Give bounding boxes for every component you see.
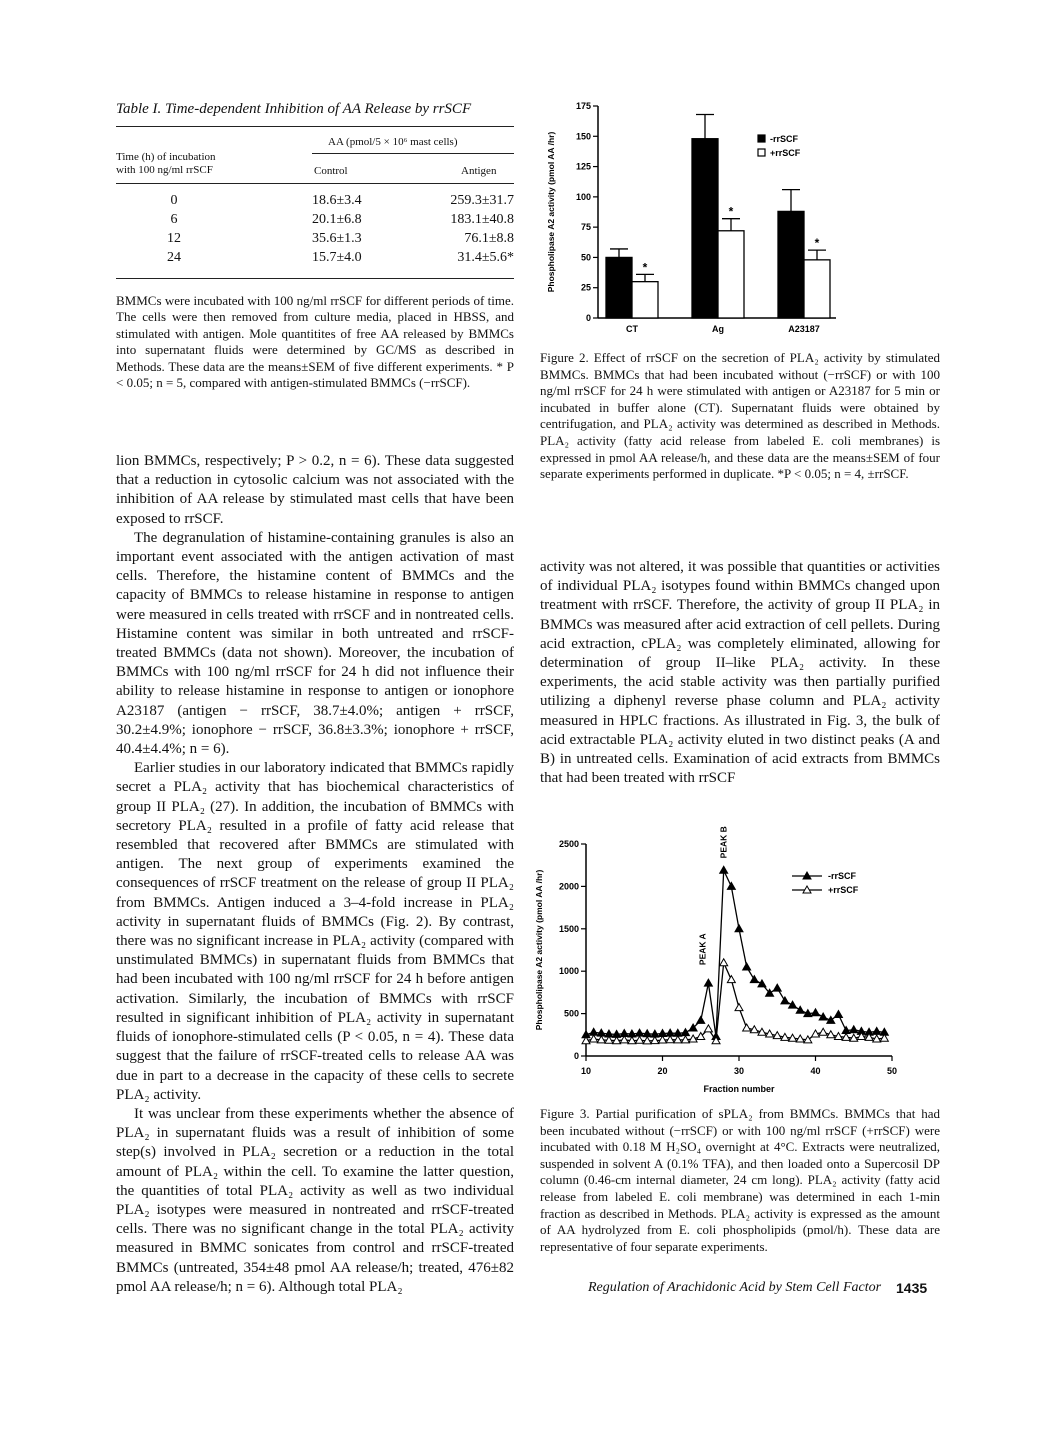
- data-point: [743, 1024, 751, 1031]
- data-point: [720, 959, 728, 966]
- y-axis-label: Phospholipase A2 activity (pmol AA /hr): [534, 869, 544, 1031]
- table-1: [116, 126, 514, 279]
- running-title: Regulation of Arachidonic Acid by Stem Cell Factor: [588, 1280, 882, 1295]
- y-tick-label: 2500: [558, 839, 579, 849]
- table-cell-antigen: 31.4±5.6*: [457, 250, 514, 265]
- table-title: Table I. Time-dependent Inhibition of AA Release by rrSCF: [116, 101, 472, 117]
- data-point: [819, 1028, 827, 1035]
- x-axis-label: Fraction number: [703, 1084, 775, 1094]
- data-point: [727, 976, 735, 983]
- y-tick-label: 1500: [558, 923, 579, 934]
- data-point: [873, 1027, 881, 1034]
- left-column-text: [116, 452, 514, 1297]
- x-tick-label: 50: [886, 1066, 898, 1076]
- significance-mark: *: [642, 260, 648, 275]
- legend-label: +rrSCF: [770, 148, 801, 158]
- figure-3-line-chart: [530, 822, 942, 1098]
- series-line: [586, 963, 884, 1041]
- y-tick-label: 100: [575, 191, 591, 202]
- right-column-text: [540, 558, 940, 788]
- x-tick-label: 20: [657, 1066, 668, 1076]
- figure-3-caption: Figure 3. Partial purification of sPLA₂ from BMMCs. BMMCs that had been incubated without (−rrSCF) or with 100 ng/ml rrSCF (+rrSCF) were incubated with 0.18 M H₂SO₄ overnight at 4°C. Extracts were neutralized, suspended in solvent A (0.1% TFA), and then loaded onto a Supercosil DP column (0.46-cm internal diameter, 24 cm long). PLA₂ activity (fatty acid release from labeled E. coli membrane) was determined in each 1-min fraction as described in Methods. PLA₂ activity is expressed as the amount of AA hydrolyzed from E. coli phospholipids (pmol/h). These data are representative of four separate experiments.: [540, 1106, 940, 1254]
- bar: [692, 139, 718, 318]
- x-tick-label: 40: [810, 1066, 821, 1076]
- data-point: [720, 866, 728, 873]
- data-point: [796, 1006, 804, 1013]
- paragraph: Earlier studies in our laboratory indicated that BMMCs rapidly secret a PLA₂ activity that has biochemical characteristics of group II PLA₂ (27). In addition, the incubation of BMMCs with secretory PLA₂ resulted in a profile of fatty acid release that resembled that recovered after BMMCs are stimulated with antigen. The next group of experiments examined the consequences of rrSCF treatment on the release of group II PLA₂ from BMMCs. Antigen induced a 3–4-fold increase in PLA₂ activity in supernatant fluids of BMMCs (Fig. 2). By contrast, there was no significant increase in PLA₂ activity (compared with unstimulated BMMCs) in supernatant fluids from BMMCs that had been incubated with 100 ng/ml rrSCF for 24 h before antigen activation. Similarly, the incubation of BMMCs with rrSCF resulted in significant inhibition of PLA₂ activity in supernatant fluids of ionophore-stimulated cells (P < 0.05, n = 4). These data suggest that the failure of rrSCF-treated cells to release AA was due in part to a decrease in the capacity of these cells to secrete PLA₂ activity.: [116, 760, 514, 1103]
- x-tick-label: 30: [733, 1066, 745, 1076]
- legend-swatch: [758, 135, 765, 142]
- y-tick-label: 150: [575, 131, 591, 142]
- figure-2-caption: Figure 2. Effect of rrSCF on the secretion of PLA₂ activity by stimulated BMMCs. BMMCs that had been incubated without (−rrSCF) or with 100 ng/ml rrSCF for 24 h were stimulated with antigen or A23187 for 5 min or incubated in buffer alone (CT). Supernatant fluids were obtained by centrifugation, and PLA₂ activity was determined as described in Methods. PLA₂ activity (fatty acid release from labeled E. coli membranes) is expressed in pmol AA release/h, and these data are the means±SEM of four separate experiments performed in duplicate. *P < 0.05; n = 4, ±rrSCF.: [540, 350, 940, 482]
- data-point: [636, 1029, 644, 1036]
- figure-2-bar-chart: [536, 98, 940, 338]
- table-footnote: BMMCs were incubated with 100 ng/ml rrSCF for different periods of time. The cells were then removed from culture media, placed in HBSS, and stimulated with antigen. Mole quantitites of free AA released by BMMCs into supernatant fluids were determined by GC/MS as described in Methods. These data are the means±SEM of five different experiments. * P < 0.05; n = 5, compared with antigen-stimulated BMMCs (−rrSCF).: [116, 293, 514, 391]
- data-point: [704, 979, 712, 986]
- legend-label: -rrSCF: [770, 134, 799, 144]
- table-cell-antigen: 183.1±40.8: [450, 212, 514, 227]
- table-cell-time: 6: [170, 212, 178, 227]
- y-tick-label: 75: [580, 222, 591, 233]
- table-row: [116, 250, 514, 269]
- page-number: 1435: [896, 1280, 928, 1296]
- category-label: Ag: [712, 324, 724, 334]
- table-cell-antigen: 259.3±31.7: [450, 193, 514, 208]
- x-tick-label: 10: [580, 1066, 592, 1076]
- table-group-header: AA (pmol/5 × 10⁶ mast cells): [328, 136, 458, 148]
- y-axis-label: Phospholipase A2 activity (pmol AA /hr): [546, 131, 556, 293]
- table-cell-control: 20.1±6.8: [312, 212, 362, 227]
- table-col-control: Control: [314, 165, 348, 177]
- peak-a-label: PEAK A: [697, 933, 708, 966]
- table-cell-time: 12: [167, 231, 181, 246]
- table-cell-time: 0: [170, 193, 178, 208]
- data-point: [697, 1016, 705, 1023]
- table-cell-time: 24: [167, 250, 181, 265]
- peak-b-label: PEAK B: [718, 826, 729, 859]
- table-cell-control: 35.6±1.3: [312, 231, 362, 246]
- y-tick-label: 175: [575, 101, 591, 111]
- figure-2-plot: [546, 101, 836, 334]
- data-point: [758, 980, 766, 987]
- paragraph: lion BMMCs, respectively; P > 0.2, n = 6). These data suggested that a reduction in cytosolic calcium was not associated with the inhibition of AA release by stimulated mast cells that have been exposed to rrSCF.: [116, 453, 514, 527]
- data-point: [812, 1009, 820, 1016]
- data-point: [781, 997, 789, 1004]
- data-point: [850, 1026, 858, 1033]
- data-point: [735, 925, 743, 932]
- category-label: A23187: [788, 324, 820, 334]
- data-point: [735, 1004, 743, 1011]
- data-point: [727, 882, 735, 889]
- paragraph: activity was not altered, it was possible that quantities or activities of individual PLA₂ isotypes found within BMMCs changed upon treatment with rrSCF. Therefore, the activity of group II PLA₂ in BMMCs was measured after acid extraction of cell pellets. During acid extraction, cPLA₂ was completely eliminated, allowing for determination of group II–like PLA₂ activity. In these experiments, the acid stable activity was then partially purified utilizing a diphenyl reverse phase column and PLA₂ activity measured in HPLC fractions. As illustrated in Fig. 3, the bulk of acid extractable PLA₂ activity eluted in two distinct peaks (A and B) in untreated cells. Examination of acid extracts from BMMCs that had been treated with rrSCF: [540, 559, 940, 787]
- bar: [778, 211, 804, 318]
- data-point: [789, 1001, 797, 1008]
- figure-3-plot: [534, 826, 897, 1094]
- table-cell-control: 18.6±3.4: [312, 193, 362, 208]
- table-row-header: Time (h) of incubation with 100 ng/ml rrSCF: [116, 151, 216, 176]
- table-cell-antigen: 76.1±8.8: [464, 231, 514, 246]
- y-tick-label: 50: [580, 252, 591, 263]
- data-point: [773, 984, 781, 991]
- paragraph: The degranulation of histamine-containing granules is also an important event associated with the antigen activation of mast cells. Therefore, the histamine content of BMMCs and the capacity of BMMCs to release histamine in response to antigen were measured in cells treated with rrSCF and in nontreated cells. Histamine content was similar in both untreated and rrSCF-treated BMMCs (data not shown). Moreover, the incubation of BMMCs with 100 ng/ml rrSCF for 24 h did not influence their ability to release histamine in response to antigen or ionophore A23187 (antigen − rrSCF, 38.7±4.0%; antigen + rrSCF, 30.2±4.9%; ionophore − rrSCF, 36.8±3.3%; ionophore + rrSCF, 40.4±4.4%; n = 6).: [116, 529, 514, 758]
- bar: [804, 260, 830, 318]
- bar: [718, 231, 744, 318]
- category-label: CT: [626, 324, 638, 334]
- data-point: [681, 1029, 689, 1036]
- y-tick-label: 2000: [558, 881, 579, 892]
- table-row: [116, 231, 514, 250]
- significance-mark: *: [728, 204, 734, 219]
- significance-mark: *: [814, 236, 820, 251]
- legend-label: -rrSCF: [828, 871, 857, 881]
- y-tick-label: 500: [563, 1008, 579, 1019]
- y-tick-label: 1000: [558, 966, 579, 977]
- table-cell-control: 15.7±4.0: [312, 250, 362, 265]
- y-tick-label: 0: [585, 313, 591, 323]
- data-point: [704, 1025, 712, 1032]
- data-point: [743, 963, 751, 970]
- legend-label: +rrSCF: [828, 885, 859, 895]
- y-tick-label: 0: [573, 1051, 579, 1061]
- table-row: [116, 212, 514, 231]
- y-tick-label: 25: [580, 282, 591, 293]
- bar: [606, 257, 632, 318]
- legend-swatch: [758, 149, 765, 156]
- y-tick-label: 125: [575, 161, 591, 172]
- bar: [632, 282, 658, 318]
- data-point: [750, 976, 758, 983]
- data-point: [819, 1013, 827, 1020]
- table-col-antigen: Antigen: [461, 165, 497, 177]
- paragraph: It was unclear from these experiments whether the absence of PLA₂ in supernatant fluids was a result of inhibition of some step(s) involved in PLA₂ secretion or a reduction in the total amount of PLA₂ within the cell. To examine the latter question, the quantities of total PLA₂ activity as well as two individual PLA₂ isotypes were measured in nontreated and rrSCF-treated cells. There was no significant change in the total PLA₂ activity measured in BMMC sonicates from control and rrSCF-treated BMMCs (untreated, 354±48 pmol AA release/h; treated, 476±82 pmol AA release/h; n = 6). Although total PLA₂: [116, 1105, 514, 1295]
- data-point: [590, 1035, 598, 1042]
- data-point: [834, 1010, 842, 1017]
- table-row: [116, 193, 514, 212]
